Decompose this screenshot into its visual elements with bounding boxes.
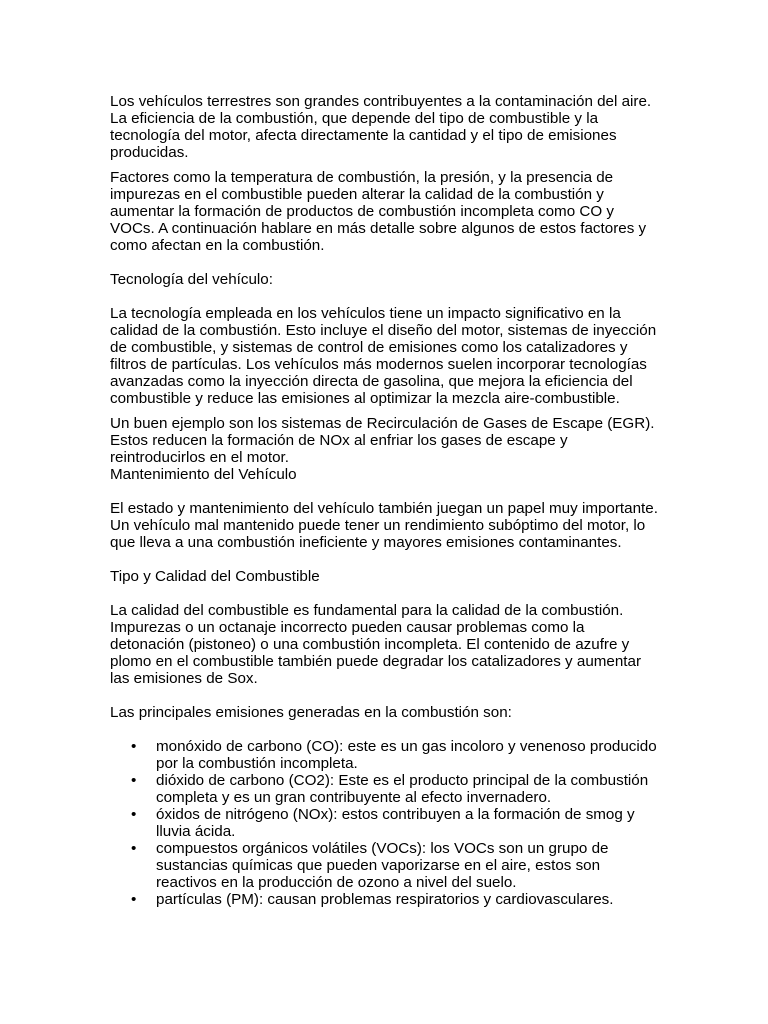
list-item-text: óxidos de nitrógeno (NOx): estos contribuyen a la formación de smog y lluvia ácida. xyxy=(156,806,635,840)
bullet-icon: • xyxy=(131,738,137,755)
list-item xyxy=(110,891,662,908)
bullet-icon: • xyxy=(131,840,137,857)
document-body xyxy=(110,93,662,908)
intro-paragraph: Los vehículos terrestres son grandes contribuyentes a la contaminación del aire. La eficiencia de la combustión, que depende del tipo de combustible y la tecnología del motor, afecta directamente la cantidad y el tipo de emisiones producidas. xyxy=(110,93,652,161)
fuel-paragraph: La calidad del combustible es fundamental para la calidad de la combustión. Impurezas o un octanaje incorrecto pueden causar problemas como la detonación (pistoneo) o una combustión incompleta. El contenido de azufre y plomo en el combustible también puede degradar los catalizadores y aumentar las emisiones de Sox. xyxy=(110,602,642,687)
technology-paragraph: La tecnología empleada en los vehículos tiene un impacto significativo en la calidad de la combustión. Esto incluye el diseño del motor, sistemas de inyección de combustible, y sistemas de control de emisiones como los catalizadores y filtros de partículas. Los vehículos más modernos suelen incorporar tecnologías avanzadas como la inyección directa de gasolina, que mejora la eficiencia del combustible y reduce las emisiones al optimizar la mezcla aire-combustible. xyxy=(110,305,657,407)
list-item-text: compuestos orgánicos volátiles (VOCs): los VOCs son un grupo de sustancias químicas que pueden vaporizarse en el aire, estos son reactivos en la producción de ozono a nivel del suelo. xyxy=(156,840,609,891)
list-item-text: monóxido de carbono (CO): este es un gas incoloro y venenoso producido por la combustión incompleta. xyxy=(156,738,657,772)
bullet-icon: • xyxy=(131,806,137,823)
maintenance-paragraph: El estado y mantenimiento del vehículo también juegan un papel muy importante. Un vehículo mal mantenido puede tener un rendimiento subóptimo del motor, lo que lleva a una combustión ineficiente y mayores emisiones contaminantes. xyxy=(110,500,658,551)
list-item-text: partículas (PM): causan problemas respiratorios y cardiovasculares. xyxy=(156,891,614,908)
bullet-icon: • xyxy=(131,772,137,789)
heading-vehicle-technology: Tecnología del vehículo: xyxy=(110,271,273,288)
list-item xyxy=(110,738,662,772)
heading-vehicle-maintenance: Mantenimiento del Vehículo xyxy=(110,466,297,483)
list-item xyxy=(110,772,662,806)
egr-paragraph: Un buen ejemplo son los sistemas de Recirculación de Gases de Escape (EGR). Estos reducen la formación de NOx al enfriar los gases de escape y reintroducirlos en el motor. xyxy=(110,415,655,466)
list-item xyxy=(110,840,662,891)
heading-fuel-quality: Tipo y Calidad del Combustible xyxy=(110,568,320,585)
list-item xyxy=(110,806,662,840)
bullet-icon: • xyxy=(131,891,137,908)
emissions-list xyxy=(110,738,662,908)
factors-paragraph: Factores como la temperatura de combustión, la presión, y la presencia de impurezas en el combustible pueden alterar la calidad de la combustión y aumentar la formación de productos de combustión incompleta como CO y VOCs. A continuación hablare en más detalle sobre algunos de estos factores y como afectan en la combustión. xyxy=(110,169,647,254)
emissions-intro: Las principales emisiones generadas en la combustión son: xyxy=(110,704,512,721)
list-item-text: dióxido de carbono (CO2): Este es el producto principal de la combustión completa y es un gran contribuyente al efecto invernadero. xyxy=(156,772,649,806)
